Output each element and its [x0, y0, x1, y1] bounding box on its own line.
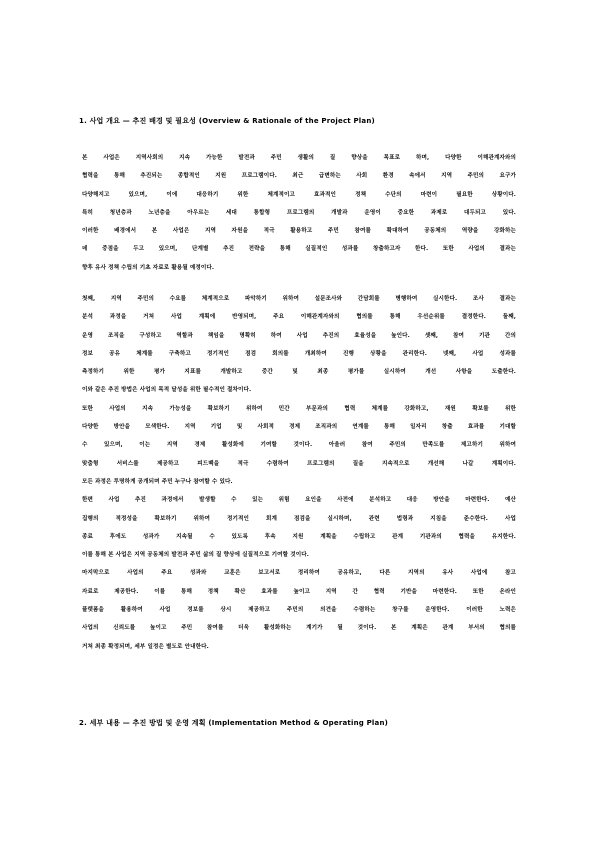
text-line: 운영 조직을 구성하고 역할과 책임을 명확히 하여 사업 추진의 효율성을 높인다. 셋째, 참여 기관 간의: [82, 332, 516, 339]
text-line: 이를 통해 본 사업은 지역 공동체의 발전과 주민 삶의 질 향상에 실질적으로 기여할 것이다.: [82, 552, 309, 559]
text-line: 첫째, 지역 주민의 수요를 체계적으로 파악하기 위하여 설문조사와 간담회를 병행하여 실시한다. 조사 결과는: [82, 296, 516, 302]
section-heading-overview: 1. 사업 개요 — 추진 배경 및 필요성 (Overview & Rationale of the Project Plan): [79, 117, 375, 125]
text-line: 특히 청년층과 노년층을 아우르는 세대 통합형 프로그램의 개발과 운영이 중요한 과제로 대두되고 있다.: [82, 209, 516, 216]
text-line: 사업의 신뢰도를 높이고 주민 참여를 더욱 활성화하는 계기가 될 것이다. 본 계획은 관계 부서의 협의를: [82, 625, 516, 632]
text-line: 이러한 배경에서 본 사업은 지역 자원을 적극 활용하고 주민 참여를 확대하여 공동체의 역량을 강화하는: [82, 228, 516, 235]
paragraph-4: [82, 495, 516, 560]
body-text-block-1: [82, 153, 516, 281]
text-line: 다양한 방안을 모색한다. 지역 기업 및 사회적 경제 조직과의 연계를 통해 일자리 창출 효과를 기대할: [82, 424, 516, 431]
text-line: 협력을 통해 추진되는 종합적인 지원 프로그램이다. 최근 급변하는 사회 환경 속에서 지역 주민의 요구가: [82, 173, 516, 180]
text-line: 정보 공유 체계를 구축하고 정기적인 점검 회의를 개최하여 진행 상황을 관리한다. 넷째, 사업 성과를: [82, 350, 516, 357]
text-line: 집행의 적정성을 확보하기 위하여 정기적인 회계 점검을 실시하며, 관련 법령과 지침을 준수한다. 사업: [82, 515, 516, 522]
paragraph-1: [82, 153, 516, 273]
text-line: 플랫폼을 활용하여 사업 정보를 상시 제공하고 주민의 의견을 수렴하는 창구를 운영한다. 이러한 노력은: [82, 607, 516, 614]
text-line: 본 사업은 지역사회의 지속 가능한 발전과 주민 생활의 질 향상을 목표로 하며, 다양한 이해관계자와의: [82, 155, 516, 161]
text-line: 수 있으며, 이는 지역 경제 활성화에 기여할 것이다. 아울러 참여 주민의 만족도를 제고하기 위하여: [82, 442, 516, 449]
paragraph-2: [82, 294, 516, 395]
body-text-block-2: [82, 294, 516, 660]
text-line: 이와 같은 추진 방법은 사업의 목적 달성을 위한 필수적인 절차이다.: [82, 387, 252, 394]
text-line: 데 중점을 두고 있으며, 단계별 추진 전략을 통해 실질적인 성과를 창출하고자 한다. 또한 사업의 결과는: [82, 246, 516, 253]
section-heading-details: 2. 세부 내용 — 추진 방법 및 운영 계획 (Implementation Method & Operating Plan): [79, 719, 389, 727]
text-line: 자료로 제공한다. 이를 통해 정책 확산 효과를 높이고 지역 간 협력 기반을 마련한다. 또한 온라인: [82, 588, 516, 595]
text-line: 마지막으로 사업의 주요 성과와 교훈은 보고서로 정리하여 공유하고, 다른 지역의 유사 사업에 참고: [82, 570, 516, 577]
text-line: 맞춤형 서비스를 제공하고 피드백을 적극 수렴하여 프로그램의 질을 지속적으로 개선해 나갈 계획이다.: [82, 460, 516, 467]
text-line: 모든 과정은 투명하게 공개되며 주민 누구나 참여할 수 있다.: [82, 478, 233, 485]
text-line: 측정하기 위한 평가 지표를 개발하고 중간 및 최종 평가를 실시하여 개선 사항을 도출한다.: [82, 369, 516, 376]
text-line: 향후 유사 정책 수립의 기초 자료로 활용될 예정이다.: [82, 264, 215, 271]
text-line: 분석 과정을 거쳐 사업 계획에 반영되며, 주요 이해관계자와의 협의를 통해 우선순위를 결정한다. 둘째,: [82, 314, 516, 321]
text-line: 종료 후에도 성과가 지속될 수 있도록 후속 지원 계획을 수립하고 관계 기관과의 협력을 유지한다.: [82, 533, 516, 540]
text-line: 또한 사업의 지속 가능성을 확보하기 위하여 민간 부문과의 협력 체계를 강화하고, 재원 확보를 위한: [82, 405, 516, 412]
text-line: 한편 사업 추진 과정에서 발생할 수 있는 위험 요인을 사전에 분석하고 대응 방안을 마련한다. 예산: [82, 497, 516, 504]
paragraph-3: [82, 404, 516, 487]
text-line: 다양해지고 있으며, 이에 대응하기 위한 체계적이고 효과적인 정책 수단의 마련이 필요한 상황이다.: [82, 191, 516, 198]
text-line: 거쳐 최종 확정되며, 세부 일정은 별도로 안내한다.: [82, 643, 209, 650]
paragraph-5: [82, 568, 516, 651]
